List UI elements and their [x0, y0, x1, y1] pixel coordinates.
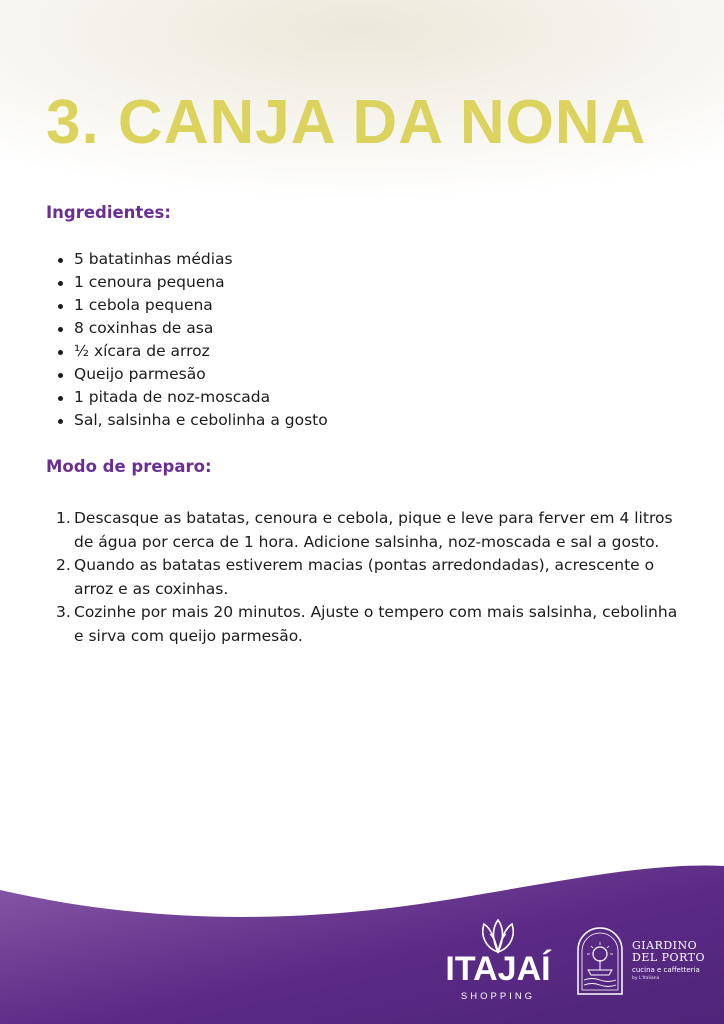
ingredient-item: Queijo parmesão — [56, 363, 328, 386]
ingredient-item: 1 cebola pequena — [56, 294, 328, 317]
step-item — [56, 507, 686, 554]
ingredient-item: 5 batatinhas médias — [56, 248, 328, 271]
ingredients-list — [56, 248, 328, 432]
ingredient-item: 1 cenoura pequena — [56, 271, 328, 294]
ingredient-item: Sal, salsinha e cebolinha a gosto — [56, 409, 328, 432]
ingredient-item: ½ xícara de arroz — [56, 340, 328, 363]
step-number: 1. — [56, 509, 71, 527]
step-item — [56, 554, 686, 601]
page-title: 3. CANJA DA NONA — [46, 88, 647, 157]
giardino-del-porto-logo — [574, 924, 714, 1000]
giardino-line1: GIARDINO — [632, 939, 698, 952]
preparation-steps — [56, 507, 686, 648]
ingredients-heading: Ingredientes: — [46, 203, 171, 222]
giardino-tagline: cucina e caffetteria — [632, 966, 700, 974]
step-number: 2. — [56, 556, 71, 574]
flower-icon — [470, 918, 526, 954]
giardino-byline: by L'Italiana — [632, 976, 660, 981]
itajai-subtitle: SHOPPING — [460, 991, 536, 1002]
step-text: Cozinhe por mais 20 minutos. Ajuste o tempero com mais salsinha, cebolinha e sirva com queijo parmesão. — [74, 603, 678, 645]
giardino-line2: DEL PORTO — [632, 951, 706, 964]
step-text: Descasque as batatas, cenoura e cebola, pique e leve para ferver em 4 litros de água por cerca de 1 hora. Adicione salsinha, noz-moscada e sal a gosto. — [74, 509, 673, 551]
ingredient-item: 8 coxinhas de asa — [56, 317, 328, 340]
ingredient-item: 1 pitada de noz-moscada — [56, 386, 328, 409]
step-text: Quando as batatas estiverem macias (pontas arredondadas), acrescente o arroz e as coxinhas. — [74, 556, 655, 598]
itajai-wordmark: ITAJAÍ — [445, 950, 551, 988]
step-number: 3. — [56, 603, 71, 621]
sun-arch-emblem-icon — [574, 924, 626, 996]
preparation-heading: Modo de preparo: — [46, 457, 212, 476]
itajai-shopping-logo — [440, 918, 556, 1008]
step-item — [56, 601, 686, 648]
